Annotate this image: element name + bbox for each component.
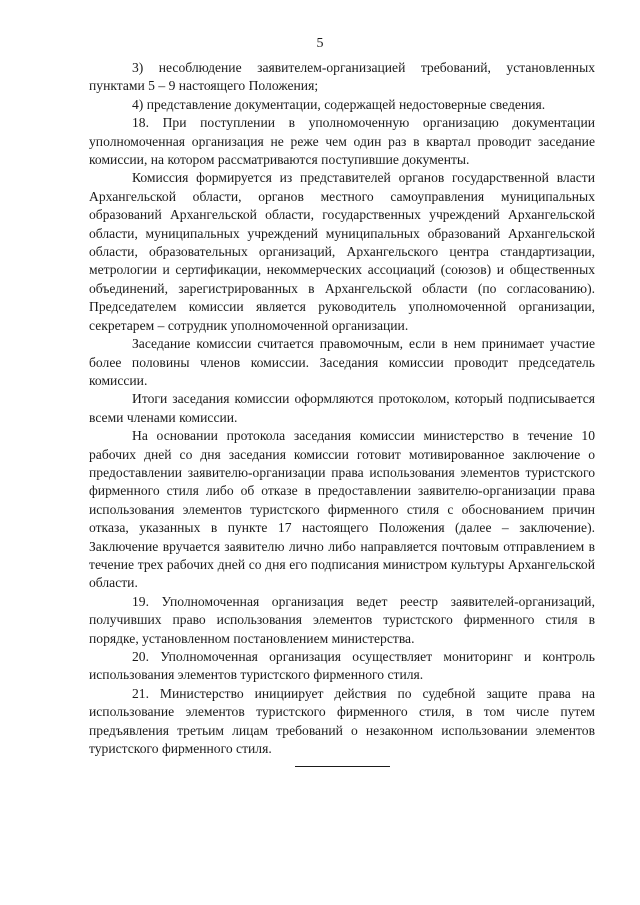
page-number: 5	[316, 36, 324, 51]
paragraph-conclusion: На основании протокола заседания комиссии министерство в течение 10 рабочих дней со дня заседания комиссии готовит мотивированное заключение о предоставлении заявителю-организации права использования элементов туристского фирменного стиля либо об отказе в предоставлении заявителю-организации права использования элементов туристского фирменного стиля с обоснованием причин отказа, указанных в пункте 17 настоящего Положения (далее – заключение). Заключение вручается заявителю лично либо направляется почтовым отправлением в течение трех рабочих дней со дня его подписания министром культуры Архангельской области.	[89, 428, 595, 591]
paragraph-18: 18. При поступлении в уполномоченную организацию документации уполномоченная организация не реже чем один раз в квартал проводит заседание комиссии, на котором рассматриваются поступившие документы.	[89, 115, 595, 168]
paragraph-quorum: Заседание комиссии считается правомочным, если в нем принимает участие более половины членов комиссии. Заседания комиссии проводит председатель комиссии.	[89, 336, 595, 388]
paragraph-item-3: 3) несоблюдение заявителем-организацией требований, установленных пунктами 5 – 9 настоящего Положения;	[89, 60, 595, 94]
paragraph-protocol: Итоги заседания комиссии оформляются протоколом, который подписывается всеми членами комиссии.	[89, 391, 595, 425]
paragraph-19: 19. Уполномоченная организация ведет реестр заявителей-организаций, получивших право использования элементов туристского фирменного стиля в порядке, установленном постановлением министерства.	[89, 593, 595, 646]
paragraph-commission-composition: Комиссия формируется из представителей органов государственной власти Архангельской области, органов местного самоуправления муниципальных образований Архангельской области, государственных учреждений Архангельской области, муниципальных учреждений муниципальных образований Архангельской области, образовательных организаций, Архангельского центра стандартизации, метрологии и сертификации, некоммерческих ассоциаций (союзов) и общественных объединений, зарегистрированных в Архангельской области (по согласованию). Председателем комиссии является руководитель уполномоченной организации, секретарем – сотрудник уполномоченной организации.	[89, 170, 595, 333]
paragraph-20: 20. Уполномоченная организация осуществляет мониторинг и контроль использования элементов туристского фирменного стиля.	[89, 649, 595, 683]
paragraph-21: 21. Министерство инициирует действия по судебной защите права на использование элементов туристского фирменного стиля, в том числе путем предъявления третьим лицам требований о незаконном использовании элементов туристского фирменного стиля.	[89, 685, 595, 757]
document-body	[89, 59, 595, 758]
end-divider	[295, 766, 390, 767]
paragraph-item-4: 4) представление документации, содержащей недостоверные сведения.	[132, 96, 546, 112]
